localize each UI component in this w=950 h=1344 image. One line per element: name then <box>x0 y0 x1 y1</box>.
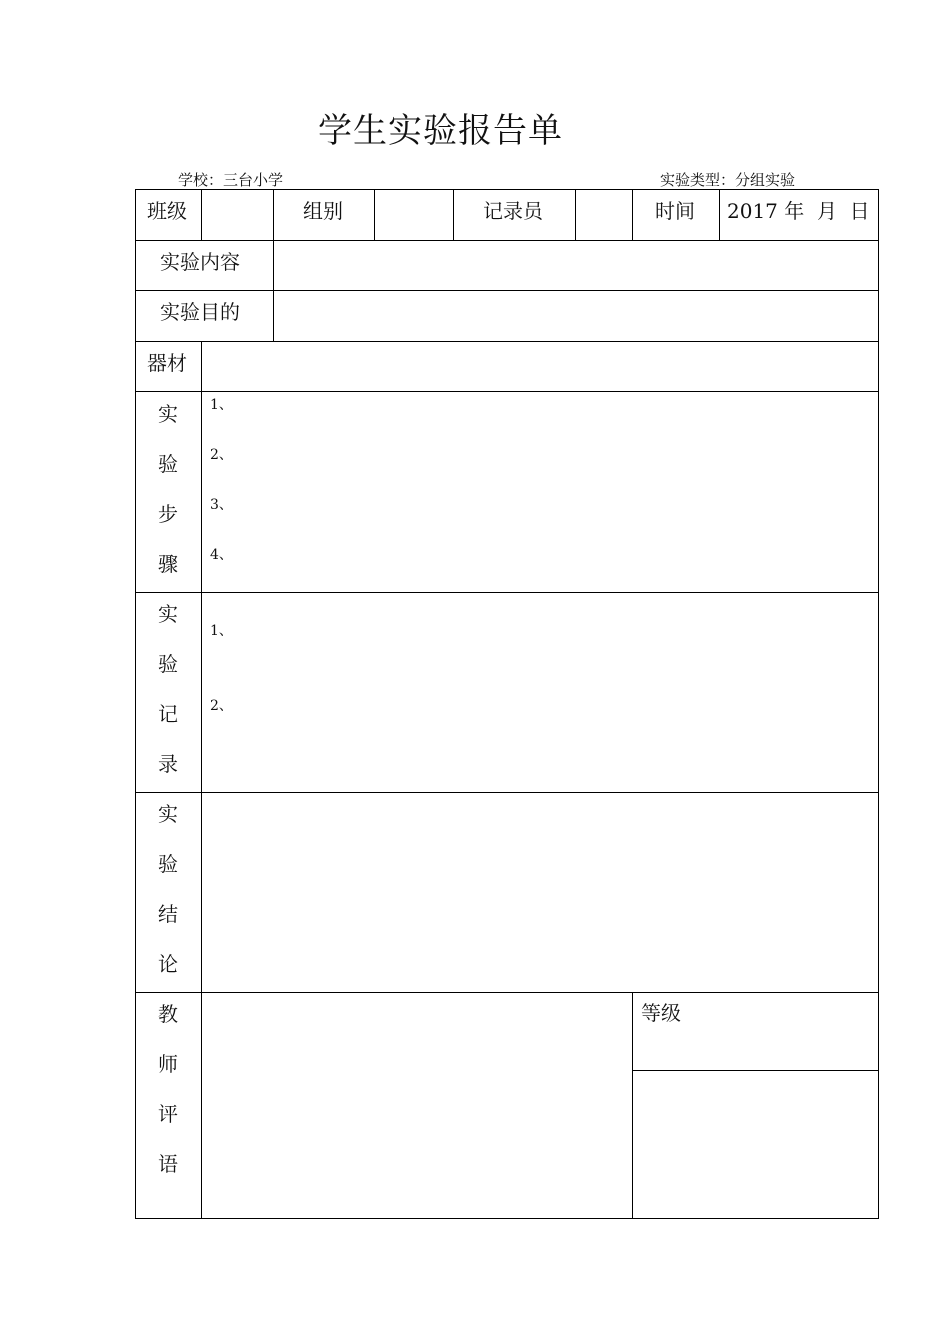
row-divider <box>135 290 879 291</box>
step-item: 1、 <box>210 397 233 413</box>
row-divider <box>135 592 879 593</box>
row-divider <box>135 341 879 342</box>
table-border-right <box>878 189 879 1219</box>
records-label: 实 验 记 录 <box>158 602 178 776</box>
equipment-label: 器材 <box>147 351 187 375</box>
col-divider <box>273 189 274 240</box>
col-divider <box>453 189 454 240</box>
step-item: 3、 <box>210 497 233 513</box>
time-label: 时间 <box>655 199 695 223</box>
col-divider <box>575 189 576 240</box>
col-divider <box>632 189 633 240</box>
teacher-comment-label: 教 师 评 语 <box>158 1002 178 1176</box>
grade-label: 等级 <box>641 1001 681 1025</box>
col-divider <box>632 992 633 1219</box>
class-label: 班级 <box>147 199 187 223</box>
recorder-label: 记录员 <box>483 199 543 223</box>
school-label: 学校：三台小学 <box>178 171 284 189</box>
record-item: 2、 <box>210 698 233 714</box>
conclusion-label: 实 验 结 论 <box>158 802 178 976</box>
table-border-bottom <box>135 1218 879 1219</box>
grade-divider <box>632 1070 879 1071</box>
row-divider <box>135 992 879 993</box>
group-label: 组别 <box>303 199 343 223</box>
record-item: 1、 <box>210 623 233 639</box>
col-divider <box>201 189 202 240</box>
step-item: 4、 <box>210 547 233 563</box>
col-divider <box>719 189 720 240</box>
table-border-left <box>135 189 136 1219</box>
experiment-type-label: 实验类型：分组实验 <box>660 171 796 189</box>
content-label: 实验内容 <box>160 250 240 274</box>
step-item: 2、 <box>210 447 233 463</box>
date-value: 2017 年 月 日 <box>727 199 870 223</box>
table-border-top <box>135 189 879 190</box>
col-divider <box>273 240 274 341</box>
col-divider <box>201 341 202 1219</box>
row-divider <box>135 792 879 793</box>
purpose-label: 实验目的 <box>160 300 240 324</box>
row-divider <box>135 240 879 241</box>
col-divider <box>374 189 375 240</box>
row-divider <box>135 391 879 392</box>
steps-label: 实 验 步 骤 <box>158 402 178 576</box>
page-title: 学生实验报告单 <box>318 111 563 151</box>
